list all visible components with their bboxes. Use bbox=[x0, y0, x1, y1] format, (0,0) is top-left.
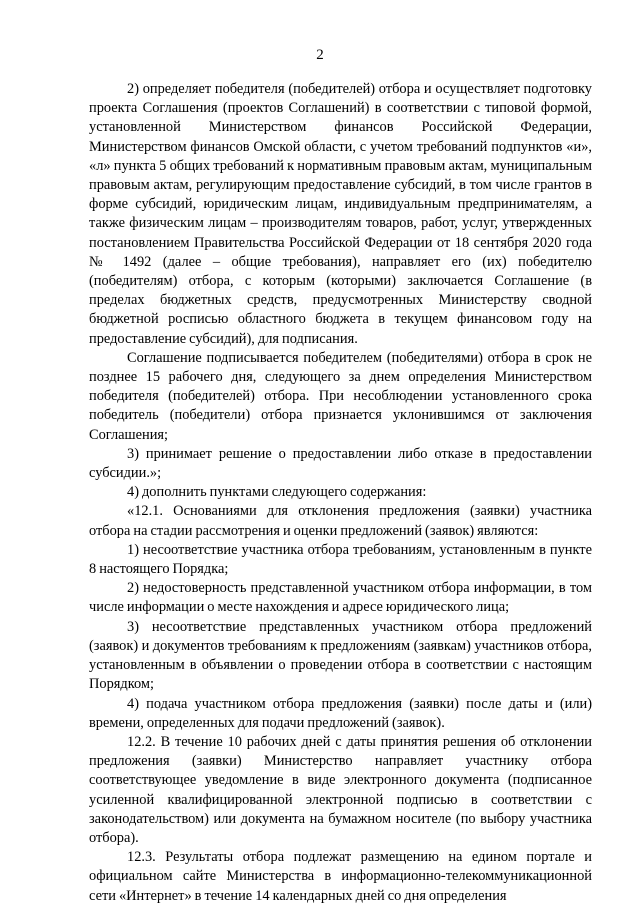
paragraph-clause-12-3: 12.3. Результаты отбора подлежат размещению на едином портале и официальном сайте Министерства в информационно-телекоммуникационной сети «Интернет» в течение 14 календарных дней со дня определения bbox=[89, 849, 592, 904]
paragraph-item-4-supplement: 4) дополнить пунктами следующего содержания: bbox=[127, 484, 427, 501]
paragraph-rejection-reason-4: 4) подача участником отбора предложения (заявки) после даты и (или) времени, определенных для подачи предложений (заявок). bbox=[89, 695, 592, 731]
paragraph-rejection-reason-1: 1) несоответствие участника отбора требованиям, установленным в пункте 8 настоящего Порядка; bbox=[89, 541, 592, 578]
paragraph-rejection-reason-2: 2) недостоверность представленной участником отбора информации, в том числе информации о месте нахождения и адресе юридического лица; bbox=[89, 580, 592, 616]
paragraph-rejection-reason-3: 3) несоответствие представленных участником отбора предложений (заявок) и документов требованиям к предложениям (заявкам) участников отбора, установленным в объявлении о проведении отбора в соответствии с настоящим Порядком; bbox=[89, 618, 592, 693]
paragraph-clause-12-1: «12.1. Основаниями для отклонения предложения (заявки) участника отбора на стадии рассмотрения и оценки предложений (заявок) являются: bbox=[89, 503, 592, 539]
page-number: 2 bbox=[316, 47, 324, 63]
paragraph-agreement-signing: Соглашение подписывается победителем (победителями) отбора в срок не позднее 15 рабочего дня, следующего за днем определения Министерством победителя (победителей) отбора. При несоблюдении установленного срока победитель (победители) отбора признается уклонившимся от заключения Соглашения; bbox=[89, 349, 592, 443]
paragraph-item-2-winner-determination: 2) определяет победителя (победителей) отбора и осуществляет подготовку проекта Соглашения (проектов Соглашений) в соответствии с типовой формой, установленной Министерством финансов Российской Федерации, Министерством финансов Омской области, с учетом требований подпунктов «и», «л» пункта 5 общих требований к нормативным правовым актам, муниципальным правовым актам, регулирующим предоставление субсидий, в том числе грантов в форме субсидий, юридическим лицам, индивидуальным предпринимателям, а также физическим лицам – производителям товаров, работ, услуг, утвержденных постановлением Правительства Российской Федерации от 18 сентября 2020 года № 1492 (далее – общие требования), направляет его (их) победителю (победителям) отбора, с которым (которыми) заключается Соглашение (в пределах бюджетных средств, предусмотренных Министерству сводной бюджетной росписью областного бюджета в текущем финансовом году на предоставление субсидий), для подписания. bbox=[89, 81, 592, 347]
paragraph-clause-12-2: 12.2. В течение 10 рабочих дней с даты принятия решения об отклонении предложения (заявки) Министерство направляет участнику отбора соответствующее уведомление в виде электронного документа (подписанное усиленной квалифицированной электронной подписью в соответствии с законодательством) или документа на бумажном носителе (по выбору участника отбора). bbox=[89, 733, 592, 846]
document-body bbox=[89, 80, 592, 906]
paragraph-item-3-decision: 3) принимает решение о предоставлении либо отказе в предоставлении субсидии.»; bbox=[89, 445, 592, 482]
